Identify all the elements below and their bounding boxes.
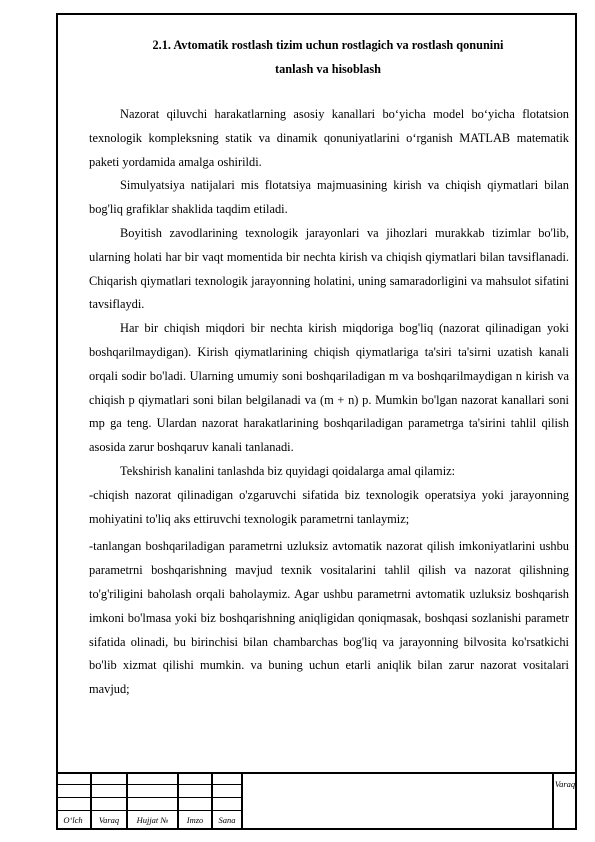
- paragraph: Nazorat qiluvchi harakatlarning asosiy kanallari bo‘yicha model bo‘yicha flotatsion texnologik kompleksning statik va dinamik qonuniyatlarini o‘rganish MATLAB matematik paketi yordamida amalga oshirildi.: [89, 107, 569, 169]
- title-block-label-imzo: Imzo: [186, 815, 204, 825]
- title-block-page-label: Varaq: [554, 779, 576, 789]
- paragraph: Tekshirish kanalini tanlashda biz quyidagi qoidalarga amal qilamiz:: [120, 463, 456, 478]
- title-block-top-border: [56, 772, 577, 774]
- title-block-label-izm: O‘lch: [63, 815, 83, 825]
- heading-line-2: tanlash va hisoblash: [275, 62, 381, 76]
- heading-line-1: 2.1. Avtomatik rostlash tizim uchun rostlagich va rostlash qonunini: [152, 38, 504, 52]
- title-block-label-varaq: Varaq: [98, 815, 120, 825]
- document-body: [89, 103, 569, 702]
- rule-item: -tanlangan boshqariladigan parametrni uzluksiz avtomatik nazorat qilish imkoniyatlarini ushbu parametrni boshqarishning mavjud texnik vositalarini tahlil qilish va nazorat qilishning to'g'riligini baholash orqali baholaymiz. Agar ushbu parametrni avtomatik uzluksiz boshqarish imkoni bo'lmasa yoki biz boshqarishning aniqligidan qoniqmasak, boshqasi sozlanishi parametr sifatida olinadi, bu birinchisi bilan chambarchas bog'liq va jarayonning bilvosita ko'rsatkichi bo'lib xizmat qilishi mumkin. va buning uchun etarli aniqlik bilan zarur nazorat vositalari mavjud;: [89, 539, 569, 697]
- paragraph: Simulyatsiya natijalari mis flotatsiya majmuasining kirish va chiqish qiymatlari bilan bog'liq grafiklar shaklida taqdim etiladi.: [89, 178, 569, 217]
- section-heading: [120, 33, 536, 81]
- title-block-label-sana: Sana: [218, 815, 236, 825]
- title-block-col-divider: [241, 772, 243, 830]
- title-block-row-divider: [56, 797, 242, 798]
- rule-item: -chiqish nazorat qilinadigan o'zgaruvchi sifatida biz texnologik operatsiya yoki jarayonning mohiyatini to'liq aks ettiruvchi texnologik parametrni tanlaymiz;: [89, 487, 569, 526]
- paragraph: Boyitish zavodlarining texnologik jarayonlari va jihozlari murakkab tizimlar bo'lib, ularning holati har bir vaqt momentida bir nechta kirish va chiqish qiymatlari bilan tavsiflanadi. Chiqarish qiymatlari texnologik jarayonning holatini, uning samaradorligini va mahsulot sifatini tavsiflaydi.: [89, 225, 569, 312]
- title-block-row-divider: [56, 784, 242, 785]
- title-block: [56, 772, 577, 830]
- paragraph: Har bir chiqish miqdori bir nechta kirish miqdoriga bog'liq (nazorat qilinadigan yoki boshqarilmaydigan). Kirish qiymatlarining chiqish qiymatlariga ta'siri ta'sirni uzatish kanali orqali sodir bo'ladi. Ularning umumiy soni boshqariladigan m va boshqarilmaydigan n kirish va chiqish p qiymatlari soni bilan belgilanadi va (m + n) p. Mumkin bo'lgan nazorat kanallari soni mp ga teng. Ulardan nazorat harakatlarining boshqariladigan parametrga ta'sirini tahlil qilish asosida zarur boshqaruv kanali tanlanadi.: [89, 321, 569, 455]
- title-block-row-divider: [56, 810, 242, 811]
- title-block-label-hujjat: Hujjat №: [136, 815, 169, 825]
